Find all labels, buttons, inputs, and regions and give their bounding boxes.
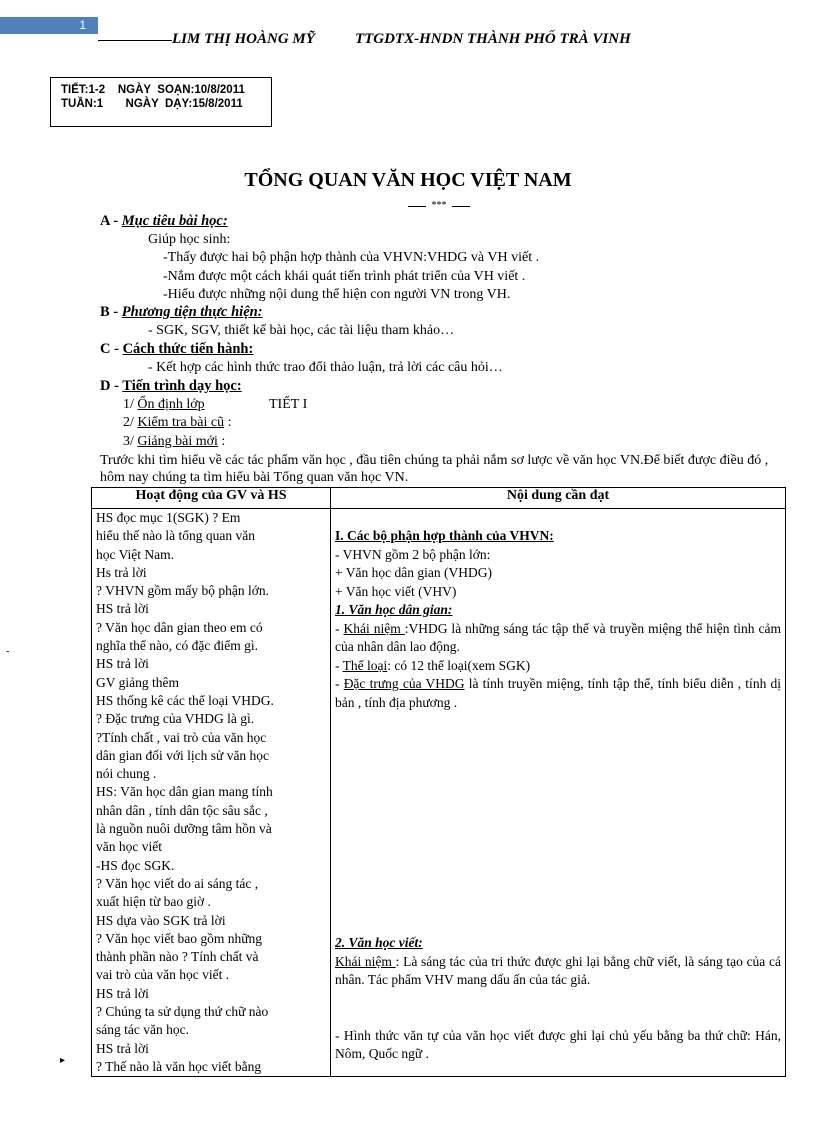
activity-line: dân gian đối với lịch sử văn học bbox=[96, 747, 270, 763]
activity-line: HS: Văn học dân gian mang tính bbox=[96, 784, 273, 800]
document-title: TỔNG QUAN VĂN HỌC VIỆT NAM bbox=[244, 169, 572, 191]
features-label: Đặc trưng của VHDG bbox=[343, 676, 465, 691]
section-d-step-3 bbox=[123, 434, 225, 450]
section-b-heading bbox=[100, 304, 263, 321]
genres-text: : có 12 thể loại(xem SGK) bbox=[387, 657, 531, 673]
section-d-heading bbox=[100, 378, 242, 395]
activity-line: HS trả lời bbox=[96, 985, 149, 1001]
section-c-label: C - bbox=[100, 341, 123, 357]
activities-cell bbox=[92, 509, 331, 1077]
content-genres: - Thể loại: có 12 thể loại(xem SGK) bbox=[335, 657, 531, 673]
content-subsection-1-title: 1. Văn học dân gian: bbox=[335, 602, 453, 617]
activity-line: HS trả lời bbox=[96, 601, 149, 617]
section-a-item-3: -Hiểu được những nội dung thể hiện con người VN trong VH. bbox=[163, 287, 511, 302]
activity-line: xuất hiện từ bao giờ . bbox=[96, 894, 211, 910]
content-cell bbox=[331, 509, 786, 1077]
activity-line: văn học viết bbox=[96, 839, 162, 855]
activity-line: HS trả lời bbox=[96, 1040, 149, 1056]
page-number-tab bbox=[0, 17, 98, 34]
activity-line: ? VHVN gồm mấy bộ phận lớn. bbox=[96, 583, 269, 599]
step-2-text: Kiểm tra bài cũ bbox=[137, 415, 225, 430]
content-subsection-2-title: 2. Văn học viết: bbox=[335, 935, 423, 950]
activity-line: HS đọc mục 1(SGK) ? Em bbox=[96, 510, 241, 525]
step-3-tail: : bbox=[217, 434, 226, 449]
intro-paragraph: Trước khi tìm hiểu về các tác phẩm văn học , đầu tiên chúng ta phải nắm sơ lược về văn học VN.Để biết được điều đó , hôm nay chúng ta tìm hiểu bài Tổng quan văn học VN. bbox=[100, 453, 769, 485]
step-3-number: 3/ bbox=[123, 434, 138, 449]
definition-2-text: : Là sáng tác của tri thức được ghi lại bằng chữ viết, là sáng tạo của cá nhân. Tác phẩm VHV mang dấu ấn của tác giả. bbox=[335, 953, 781, 987]
step-1-number: 1/ bbox=[123, 397, 138, 412]
activity-line: HS trả lời bbox=[96, 656, 149, 672]
section-a-heading bbox=[100, 213, 228, 230]
margin-arrow: ▸ bbox=[60, 1055, 66, 1066]
section-c-item-1: - Kết hợp các hình thức trao đổi thảo luận, trả lời các câu hỏi… bbox=[148, 360, 503, 375]
activity-line: ? Thế nào là văn học viết bằng bbox=[96, 1058, 262, 1074]
section-b-label: B - bbox=[100, 304, 122, 320]
content-line: + Văn học viết (VHV) bbox=[335, 583, 457, 599]
definition-label: Khái niệm bbox=[343, 620, 405, 636]
features-text: là tính truyền miệng, tính tập thể, tính biểu diễn , tính dị bản , tính địa phương . bbox=[335, 676, 781, 710]
page-number: 1 bbox=[79, 18, 86, 32]
step-2-tail: : bbox=[224, 415, 232, 430]
activity-line: ? Văn học viết bao gồm những bbox=[96, 930, 263, 946]
section-c-title: Cách thức tiến hành: bbox=[122, 341, 254, 357]
content-line: - VHVN gồm 2 bộ phận lớn: bbox=[335, 546, 491, 562]
activity-line: ? Chúng ta sử dụng thứ chữ nào bbox=[96, 1004, 269, 1020]
definition-text: :VHDG là những sáng tác tập thể và truyền miệng thể hiện tình cảm của nhân dân lao động. bbox=[335, 620, 781, 654]
activity-line: nhân dân , tính dân tộc sâu sắc , bbox=[96, 802, 268, 818]
step-3-text: Giảng bài mới bbox=[137, 434, 218, 449]
school-name: TTGDTX-HNDN THÀNH PHỐ TRÀ VINH bbox=[354, 31, 631, 47]
table-body-row bbox=[92, 509, 786, 1077]
content-features: - Đặc trưng của VHDG là tính truyền miệng, tính tập thể, tính biểu diễn , tính dị bản , tính địa phương . bbox=[335, 676, 781, 710]
step-1-text: Ổn định lớp bbox=[137, 397, 205, 412]
activity-line: hiểu thế nào là tổng quan văn bbox=[96, 528, 255, 544]
activity-line: ? Đặc trưng của VHDG là gì. bbox=[96, 711, 255, 727]
section-a-item-2: -Nắm được một cách khái quát tiến trình phát triển của VH viết . bbox=[163, 269, 526, 284]
definition-2-label: Khái niệm bbox=[335, 953, 396, 969]
activity-line: ?Tính chất , vai trò của văn học bbox=[96, 729, 267, 745]
activities-lines bbox=[96, 509, 326, 1076]
activity-line: GV giảng thêm bbox=[96, 674, 179, 690]
activity-line: ? Văn học dân gian theo em có bbox=[96, 619, 263, 635]
section-a-title: Mục tiêu bài học: bbox=[121, 213, 228, 229]
activity-line: Hs trả lời bbox=[96, 564, 147, 580]
activity-line: thành phần nào ? Tính chất và bbox=[96, 949, 259, 965]
section-a-item-1: -Thấy được hai bộ phận hợp thành của VHVN:VHDG và VH viết . bbox=[163, 250, 540, 265]
margin-mark: - bbox=[6, 646, 10, 657]
activity-line: vai trò của văn học viết . bbox=[96, 967, 230, 983]
column-header-content: Nội dung cần đạt bbox=[331, 488, 786, 509]
section-b-title: Phương tiện thực hiện: bbox=[121, 304, 263, 320]
tiet-label: TIẾT I bbox=[269, 397, 308, 412]
content-line: + Văn học dân gian (VHDG) bbox=[335, 565, 492, 580]
section-d-title: Tiến trình dạy học: bbox=[122, 378, 242, 394]
teacher-name: LIM THỊ HOÀNG MỸ bbox=[172, 31, 315, 47]
activity-line: -HS đọc SGK. bbox=[96, 857, 175, 873]
section-a-intro: Giúp học sinh: bbox=[148, 232, 231, 247]
section-d-label: D - bbox=[100, 378, 123, 394]
content-section-1-title: I. Các bộ phận hợp thành của VHVN: bbox=[335, 528, 554, 543]
step-2-number: 2/ bbox=[123, 415, 138, 430]
content-definition-vhv bbox=[335, 953, 781, 990]
activity-line: là nguồn nuôi dưỡng tâm hồn và bbox=[96, 821, 272, 837]
content-script-forms: - Hình thức văn tự của văn học viết được ghi lại chủ yếu bằng ba thứ chữ: Hán, Nôm, Quốc ngữ . bbox=[335, 1027, 781, 1061]
running-header bbox=[98, 31, 631, 48]
activity-line: học Việt Nam. bbox=[96, 546, 175, 562]
activity-line: HS dựa vào SGK trả lời bbox=[96, 912, 226, 928]
lesson-info-box bbox=[50, 77, 272, 127]
table-header-row bbox=[92, 488, 786, 509]
activity-line: sáng tác văn học. bbox=[96, 1022, 189, 1038]
section-d-step-1 bbox=[123, 397, 205, 413]
section-c-heading bbox=[100, 341, 253, 358]
column-header-activities: Hoạt động của GV và HS bbox=[92, 488, 331, 509]
title-ornament: *** bbox=[408, 200, 470, 212]
activity-line: nói chung . bbox=[96, 766, 157, 782]
activity-line: ? Văn học viết do ai sáng tác , bbox=[96, 875, 259, 891]
section-b-item-1: - SGK, SGV, thiết kế bài học, các tài liệu tham khảo… bbox=[148, 323, 455, 338]
activity-line: nghĩa thế nào, có đặc điểm gì. bbox=[96, 638, 258, 654]
lesson-info-line-2: TUẦN:1 NGÀY DẠY:15/8/2011 bbox=[61, 98, 243, 110]
header-underline bbox=[98, 40, 172, 41]
lesson-table bbox=[91, 487, 786, 1077]
genres-label: Thể loại bbox=[342, 657, 388, 673]
section-d-step-2 bbox=[123, 415, 231, 431]
content-definition-vhdg: - Khái niệm :VHDG là những sáng tác tập thể và truyền miệng thể hiện tình cảm của nhân dân lao động. bbox=[335, 620, 781, 654]
activity-line: HS thống kê các thể loại VHDG. bbox=[96, 692, 274, 708]
section-a-label: A - bbox=[100, 213, 122, 229]
lesson-info-line-1: TIẾT:1-2 NGÀY SOẠN:10/8/2011 bbox=[61, 84, 245, 96]
